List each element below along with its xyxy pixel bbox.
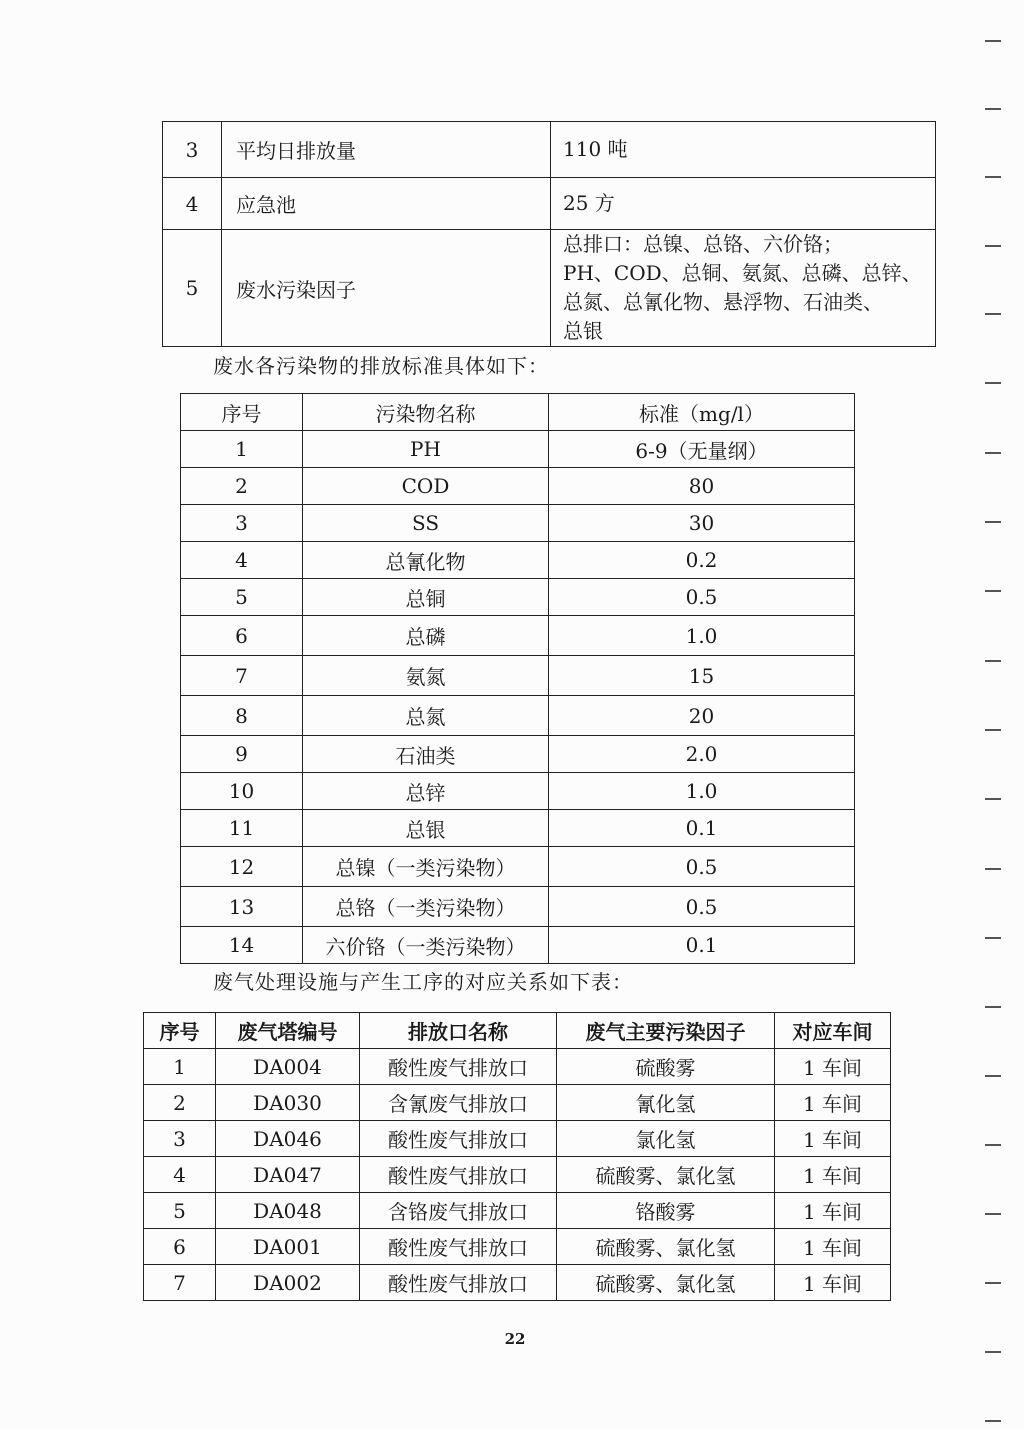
cell: 30 xyxy=(549,505,855,542)
cell: DA004 xyxy=(216,1049,360,1085)
row-number: 5 xyxy=(163,230,222,347)
cell: 0.5 xyxy=(549,887,855,927)
cell: 9 xyxy=(181,736,303,773)
table-row xyxy=(163,122,936,178)
cell: DA030 xyxy=(216,1085,360,1121)
cell: 酸性废气排放口 xyxy=(360,1229,557,1265)
table-header-row xyxy=(144,1013,891,1049)
cell: 总锌 xyxy=(303,773,549,810)
cell: 1 车间 xyxy=(775,1121,891,1157)
cell: 7 xyxy=(144,1265,216,1301)
column-header: 序号 xyxy=(144,1013,216,1049)
table-row xyxy=(144,1229,891,1265)
cell: 6 xyxy=(181,616,303,656)
value-line: 总排口：总镍、总铬、六价铬； xyxy=(563,232,843,256)
cell: 总铬（一类污染物） xyxy=(303,887,549,927)
table-row xyxy=(181,616,855,656)
cell: 13 xyxy=(181,887,303,927)
table-row xyxy=(144,1121,891,1157)
cell: 5 xyxy=(181,579,303,616)
cell: 酸性废气排放口 xyxy=(360,1121,557,1157)
paragraph-wastewater-standards: 废水各污染物的排放标准具体如下： xyxy=(213,354,549,378)
table-row xyxy=(181,431,855,468)
column-header: 排放口名称 xyxy=(360,1013,557,1049)
cell: 总镍（一类污染物） xyxy=(303,847,549,887)
column-header: 序号 xyxy=(181,394,303,431)
cell: 含氰废气排放口 xyxy=(360,1085,557,1121)
row-number: 4 xyxy=(163,178,222,230)
cell: 20 xyxy=(549,696,855,736)
cell: 2.0 xyxy=(549,736,855,773)
cell: 酸性废气排放口 xyxy=(360,1265,557,1301)
table-row xyxy=(144,1085,891,1121)
cell: 6-9（无量纲） xyxy=(549,431,855,468)
cell: 1 车间 xyxy=(775,1049,891,1085)
cell: 3 xyxy=(181,505,303,542)
cell: DA047 xyxy=(216,1157,360,1193)
cell: 1 车间 xyxy=(775,1157,891,1193)
value-line: 总银 xyxy=(563,319,603,343)
cell: 铬酸雾 xyxy=(557,1193,775,1229)
cell: 氨氮 xyxy=(303,656,549,696)
table-row xyxy=(144,1157,891,1193)
cell: DA048 xyxy=(216,1193,360,1229)
row-item: 废水污染因子 xyxy=(222,230,551,347)
cell: 硫酸雾 xyxy=(557,1049,775,1085)
table-row xyxy=(163,178,936,230)
cell: 总氮 xyxy=(303,696,549,736)
cell: DA046 xyxy=(216,1121,360,1157)
cell: 硫酸雾、氯化氢 xyxy=(557,1229,775,1265)
table-row xyxy=(144,1049,891,1085)
pollutant-standard-table xyxy=(180,393,855,964)
cell: 总氰化物 xyxy=(303,542,549,579)
cell: 2 xyxy=(144,1085,216,1121)
table-row xyxy=(181,736,855,773)
cell: 1 xyxy=(144,1049,216,1085)
cell: 15 xyxy=(549,656,855,696)
wastewater-info-table xyxy=(162,121,936,347)
column-header: 对应车间 xyxy=(775,1013,891,1049)
paragraph-exhaust-facilities: 废气处理设施与产生工序的对应关系如下表： xyxy=(213,970,633,994)
cell: 1 车间 xyxy=(775,1229,891,1265)
cell: 14 xyxy=(181,927,303,964)
cell: 硫酸雾、氯化氢 xyxy=(557,1265,775,1301)
cell: 2 xyxy=(181,468,303,505)
cell: 氰化氢 xyxy=(557,1085,775,1121)
row-item: 平均日排放量 xyxy=(222,122,551,178)
cell: 总铜 xyxy=(303,579,549,616)
cell: 1.0 xyxy=(549,616,855,656)
cell: DA001 xyxy=(216,1229,360,1265)
cell: 石油类 xyxy=(303,736,549,773)
cell: PH xyxy=(303,431,549,468)
table-row xyxy=(181,927,855,964)
cell: 含铬废气排放口 xyxy=(360,1193,557,1229)
value-line: PH、COD、总铜、氨氮、总磷、总锌、 xyxy=(563,261,922,285)
cell: 7 xyxy=(181,656,303,696)
cell: 1 xyxy=(181,431,303,468)
table-row xyxy=(181,579,855,616)
row-number: 3 xyxy=(163,122,222,178)
row-item: 应急池 xyxy=(222,178,551,230)
cell: 6 xyxy=(144,1229,216,1265)
table-row xyxy=(181,887,855,927)
cell: 总银 xyxy=(303,810,549,847)
cell: COD xyxy=(303,468,549,505)
cell: 六价铬（一类污染物） xyxy=(303,927,549,964)
cell: 4 xyxy=(144,1157,216,1193)
row-value: 110 吨 xyxy=(551,122,936,178)
table-header-row xyxy=(181,394,855,431)
table-row xyxy=(163,230,936,347)
column-header: 废气塔编号 xyxy=(216,1013,360,1049)
column-header: 标准（mg/l） xyxy=(549,394,855,431)
cell: 10 xyxy=(181,773,303,810)
exhaust-facility-table xyxy=(143,1012,891,1301)
cell: 80 xyxy=(549,468,855,505)
cell: 酸性废气排放口 xyxy=(360,1049,557,1085)
cell: 0.2 xyxy=(549,542,855,579)
cell: 总磷 xyxy=(303,616,549,656)
table-row xyxy=(181,505,855,542)
cell: 硫酸雾、氯化氢 xyxy=(557,1157,775,1193)
table-row xyxy=(181,468,855,505)
table-row xyxy=(181,847,855,887)
cell: 1 车间 xyxy=(775,1265,891,1301)
cell: 1 车间 xyxy=(775,1085,891,1121)
cell: 0.5 xyxy=(549,847,855,887)
table-row xyxy=(181,542,855,579)
cell: SS xyxy=(303,505,549,542)
table-row xyxy=(144,1193,891,1229)
cell: 5 xyxy=(144,1193,216,1229)
row-value: 25 方 xyxy=(551,178,936,230)
cell: 氯化氢 xyxy=(557,1121,775,1157)
cell: DA002 xyxy=(216,1265,360,1301)
value-line: 总氮、总氰化物、悬浮物、石油类、 xyxy=(563,290,883,314)
table-row xyxy=(181,656,855,696)
row-value xyxy=(551,230,936,347)
table-row xyxy=(144,1265,891,1301)
table-row xyxy=(181,773,855,810)
cell: 11 xyxy=(181,810,303,847)
cell: 8 xyxy=(181,696,303,736)
cell: 1.0 xyxy=(549,773,855,810)
cell: 1 车间 xyxy=(775,1193,891,1229)
column-header: 污染物名称 xyxy=(303,394,549,431)
table-row xyxy=(181,810,855,847)
cell: 0.1 xyxy=(549,810,855,847)
column-header: 废气主要污染因子 xyxy=(557,1013,775,1049)
cell: 酸性废气排放口 xyxy=(360,1157,557,1193)
table-row xyxy=(181,696,855,736)
cell: 0.5 xyxy=(549,579,855,616)
page-number: 22 xyxy=(504,1330,526,1348)
cell: 4 xyxy=(181,542,303,579)
cell: 12 xyxy=(181,847,303,887)
cell: 3 xyxy=(144,1121,216,1157)
cell: 0.1 xyxy=(549,927,855,964)
